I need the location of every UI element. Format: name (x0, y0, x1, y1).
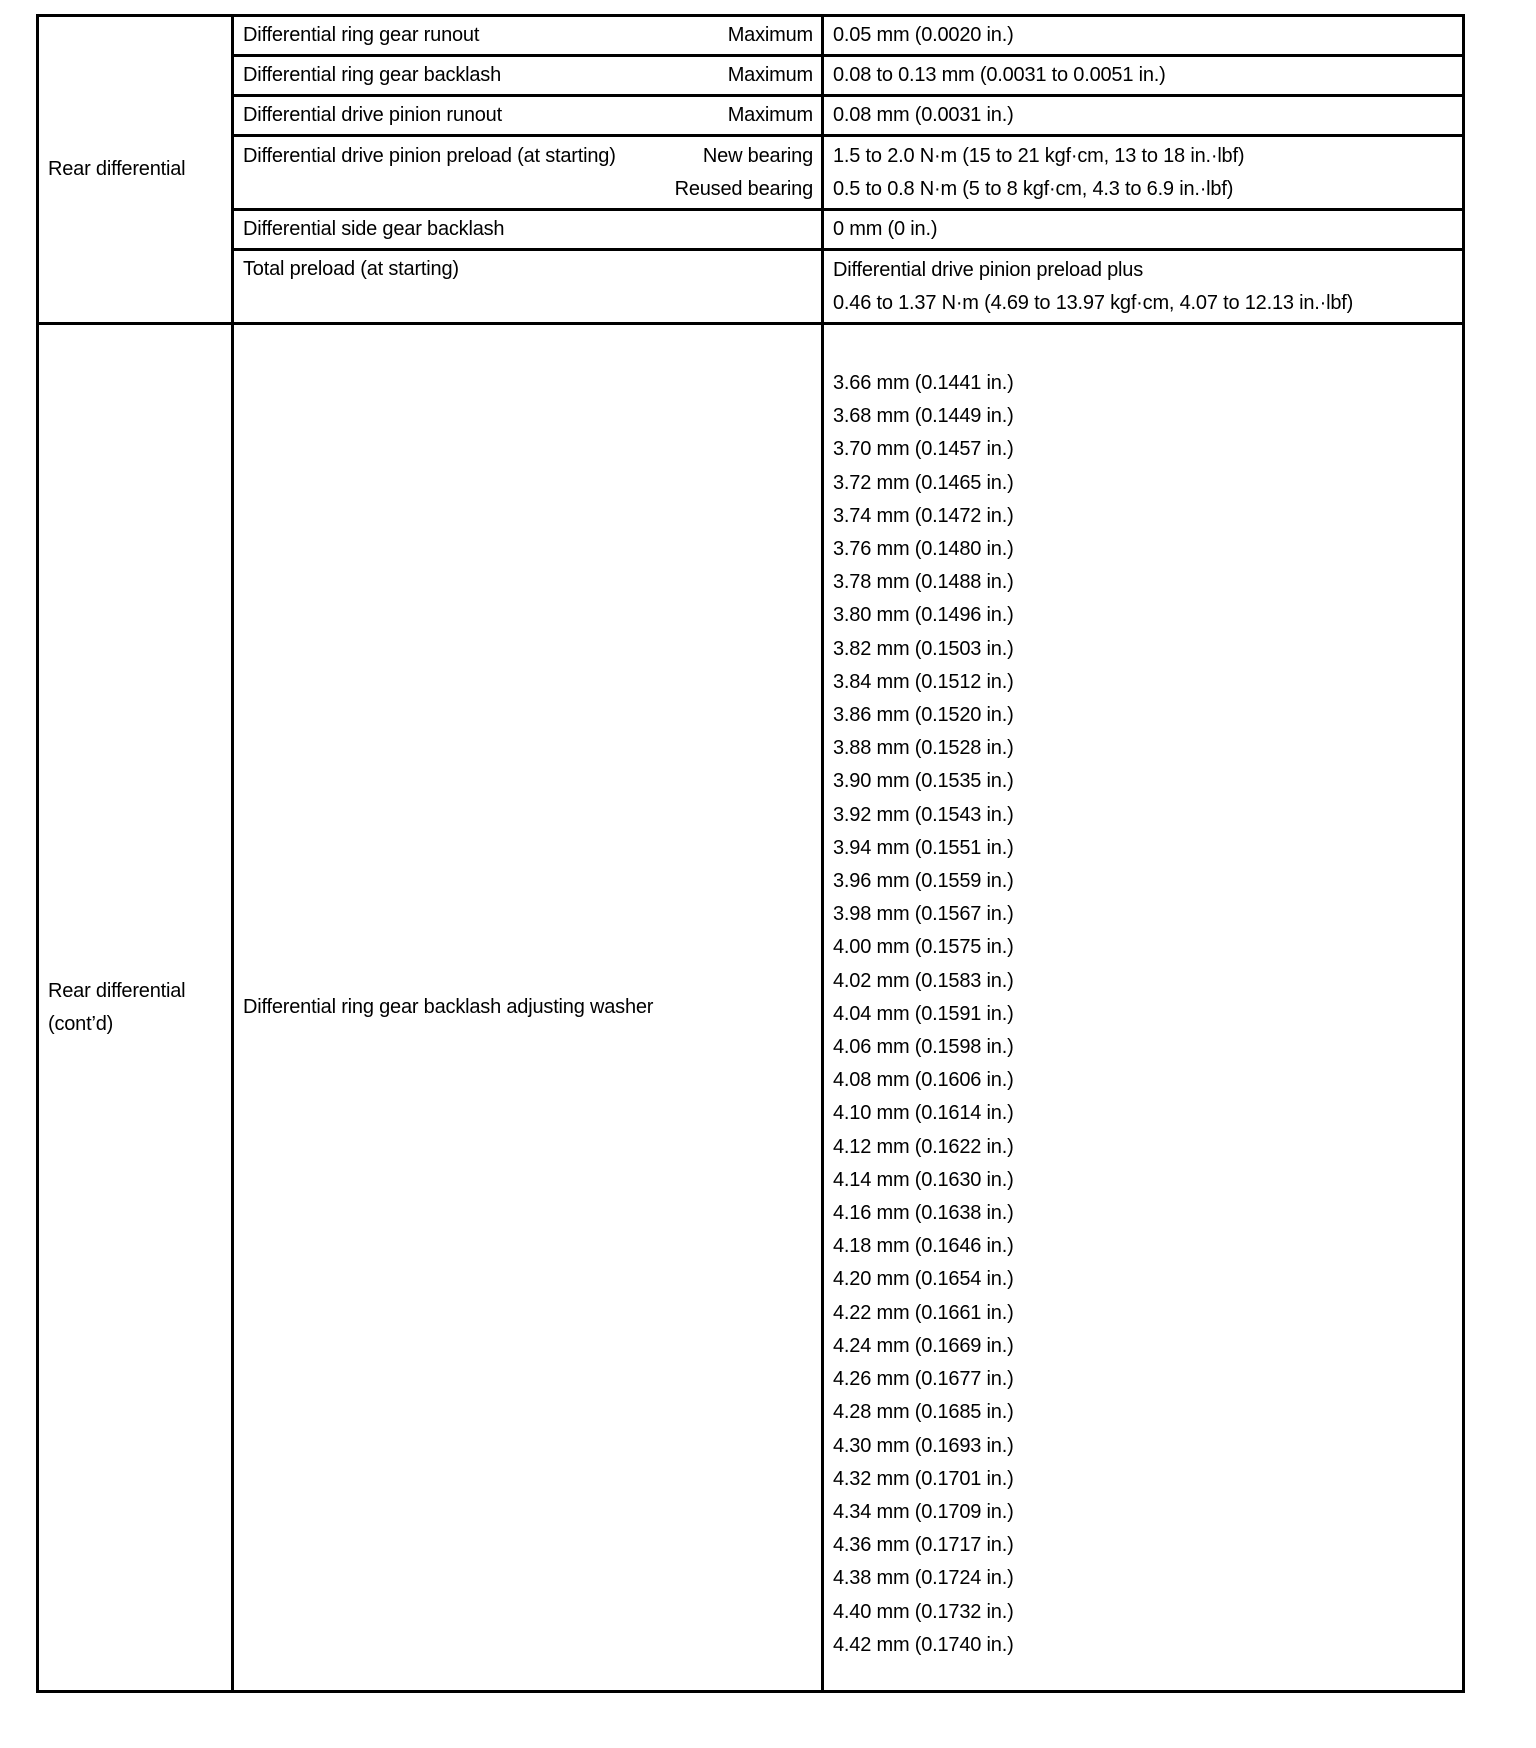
washer-size-item: 3.74 mm (0.1472 in.) (833, 504, 1014, 527)
qualifier-label: Maximum (727, 104, 813, 126)
table-row (38, 56, 1464, 96)
washer-size-item: 3.94 mm (0.1551 in.) (833, 836, 1014, 859)
category-cell (38, 324, 233, 1692)
item-cell: Differential ring gear backlash adjusting washer (233, 324, 823, 1692)
table-row (38, 210, 1464, 250)
washer-size-list (833, 367, 1462, 1662)
value-cell: 0.08 mm (0.0031 in.) (823, 96, 1464, 136)
washer-size-item: 3.70 mm (0.1457 in.) (833, 438, 1014, 461)
washer-size-item: 3.84 mm (0.1512 in.) (833, 670, 1014, 693)
washer-size-item: 4.28 mm (0.1685 in.) (833, 1401, 1014, 1424)
washer-size-item: 4.20 mm (0.1654 in.) (833, 1268, 1014, 1291)
qualifier-label: Maximum (727, 64, 813, 86)
qualifier-label: Maximum (727, 24, 813, 46)
item-cell: Differential side gear backlash (233, 210, 823, 250)
washer-size-item: 4.10 mm (0.1614 in.) (833, 1102, 1014, 1125)
washer-size-item: 4.16 mm (0.1638 in.) (833, 1202, 1014, 1225)
item-label: Differential drive pinion preload (at starting) (243, 144, 616, 167)
washer-size-item: 4.02 mm (0.1583 in.) (833, 969, 1014, 992)
value-cell: 0.05 mm (0.0020 in.) (823, 16, 1464, 56)
item-label: Differential drive pinion runout (243, 104, 502, 126)
washer-size-item: 4.42 mm (0.1740 in.) (833, 1633, 1014, 1656)
washer-size-item: 4.18 mm (0.1646 in.) (833, 1235, 1014, 1258)
washer-size-item: 4.38 mm (0.1724 in.) (833, 1567, 1014, 1590)
washer-size-item: 3.76 mm (0.1480 in.) (833, 538, 1014, 561)
washer-size-item: 3.86 mm (0.1520 in.) (833, 704, 1014, 727)
qualifier-new-bearing: New bearing (702, 144, 813, 167)
item-cell (233, 96, 823, 136)
table-row (38, 250, 1464, 324)
value-line: Differential drive pinion preload plus (833, 258, 1143, 281)
washer-size-item: 4.24 mm (0.1669 in.) (833, 1334, 1014, 1357)
washer-size-item: 3.98 mm (0.1567 in.) (833, 903, 1014, 926)
table-row (38, 136, 1464, 210)
item-label: Differential ring gear runout (243, 24, 480, 46)
value-line: 0.46 to 1.37 N·m (4.69 to 13.97 kgf·cm, 4.07 to 12.13 in.·lbf) (833, 291, 1354, 314)
washer-size-item: 4.14 mm (0.1630 in.) (833, 1168, 1014, 1191)
washer-size-item: 3.82 mm (0.1503 in.) (833, 637, 1014, 660)
washer-size-item: 3.80 mm (0.1496 in.) (833, 604, 1014, 627)
category-label: Rear differential (48, 979, 186, 1002)
washer-size-item: 4.34 mm (0.1709 in.) (833, 1500, 1014, 1523)
washer-size-item: 4.12 mm (0.1622 in.) (833, 1135, 1014, 1158)
washer-size-item: 4.30 mm (0.1693 in.) (833, 1434, 1014, 1457)
item-cell (233, 136, 823, 210)
washer-size-item: 4.22 mm (0.1661 in.) (833, 1301, 1014, 1324)
value-reused-bearing: 0.5 to 0.8 N·m (5 to 8 kgf·cm, 4.3 to 6.9 in.·lbf) (833, 177, 1234, 200)
washer-size-item: 3.92 mm (0.1543 in.) (833, 803, 1014, 826)
value-cell (823, 324, 1464, 1692)
table-row (38, 16, 1464, 56)
washer-size-item: 3.78 mm (0.1488 in.) (833, 571, 1014, 594)
washer-size-item: 3.88 mm (0.1528 in.) (833, 737, 1014, 760)
category-cell (38, 16, 233, 324)
item-label: Total preload (at starting) (243, 258, 459, 280)
item-label: Differential ring gear backlash (243, 64, 502, 86)
washer-size-item: 3.68 mm (0.1449 in.) (833, 405, 1014, 428)
washer-size-item: 3.90 mm (0.1535 in.) (833, 770, 1014, 793)
value-cell (823, 136, 1464, 210)
qualifier-reused-bearing: Reused bearing (674, 177, 813, 200)
washer-size-item: 4.04 mm (0.1591 in.) (833, 1002, 1014, 1025)
washer-size-item: 3.96 mm (0.1559 in.) (833, 870, 1014, 893)
item-cell (233, 56, 823, 96)
washer-size-item: 4.32 mm (0.1701 in.) (833, 1467, 1014, 1490)
washer-size-item: 4.36 mm (0.1717 in.) (833, 1534, 1014, 1557)
item-cell (233, 250, 823, 324)
value-cell (823, 250, 1464, 324)
spec-table (36, 14, 1465, 1693)
washer-size-item: 4.00 mm (0.1575 in.) (833, 936, 1014, 959)
value-cell: 0.08 to 0.13 mm (0.0031 to 0.0051 in.) (823, 56, 1464, 96)
value-cell: 0 mm (0 in.) (823, 210, 1464, 250)
category-label: Rear differential (48, 158, 186, 180)
table-row (38, 96, 1464, 136)
washer-size-item: 4.40 mm (0.1732 in.) (833, 1600, 1014, 1623)
washer-size-item: 4.06 mm (0.1598 in.) (833, 1036, 1014, 1059)
washer-size-item: 3.72 mm (0.1465 in.) (833, 471, 1014, 494)
item-cell (233, 16, 823, 56)
washer-size-item: 4.08 mm (0.1606 in.) (833, 1069, 1014, 1092)
washer-size-item: 4.26 mm (0.1677 in.) (833, 1368, 1014, 1391)
category-label-contd: (cont’d) (48, 1012, 114, 1035)
table-row (38, 324, 1464, 1692)
washer-size-item: 3.66 mm (0.1441 in.) (833, 372, 1014, 394)
value-new-bearing: 1.5 to 2.0 N·m (15 to 21 kgf·cm, 13 to 18 in.·lbf) (833, 144, 1245, 167)
